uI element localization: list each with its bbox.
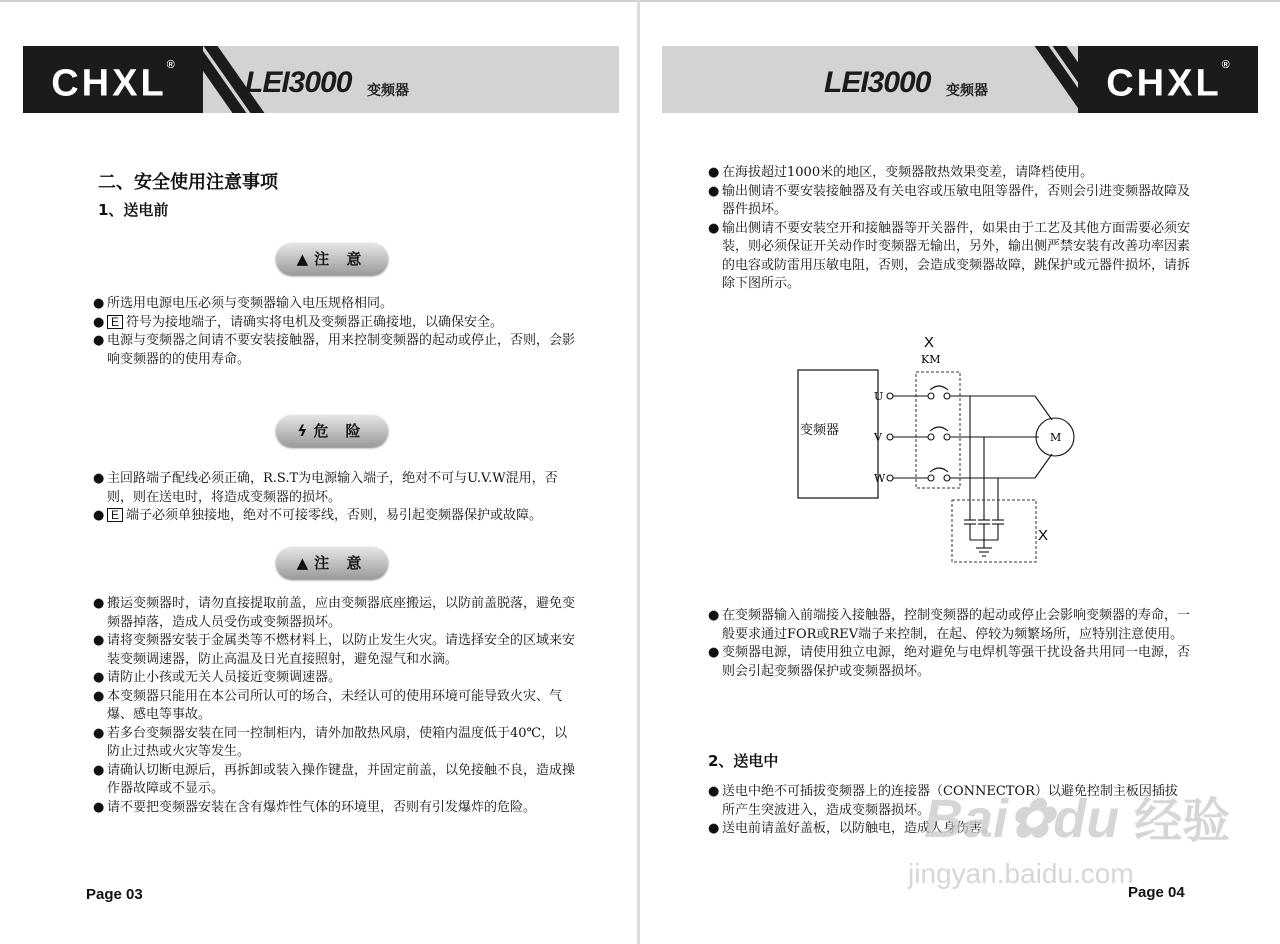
list-item: ● 搬运变频器时，请勿直接提取前盖，应由变频器底座搬运，以防前盖脱落，避免变频器掉落，造成人员受伤或变频器损坏。: [93, 596, 576, 630]
section-title: 二、安全使用注意事项: [98, 172, 278, 193]
list-item: ● 送电前请盖好盖板，以防触电，造成人身伤害。: [708, 821, 996, 836]
earth-symbol: E: [107, 508, 123, 522]
warning-icon: ▲: [296, 250, 309, 268]
wiring-diagram: [790, 330, 1090, 570]
danger-list: [93, 470, 575, 526]
list-item: ● 若多台变频器安装在同一控制柜内，请外加散热风扇，使箱内温度低于40℃，以防止过热或火灾等发生。: [93, 725, 568, 759]
list-item: ● 请将变频器安装于金属类等不燃材料上，以防止发生火灾。请选择安全的区域来安装变频调速器，防止高温及日光直接照射，避免湿气和水滴。: [93, 633, 576, 667]
terminal-v: V: [874, 431, 882, 444]
list-item: ● 请防止小孩或无关人员接近变频调速器。: [93, 670, 342, 685]
header-band: [662, 46, 1258, 113]
cross-mark: X: [924, 334, 935, 351]
model-subtitle: 变频器: [367, 83, 409, 99]
list-item: ● 输出侧请不要安装接触器及有关电容或压敏电阻等器件，否则会引进变频器故障及器件损坏。: [708, 183, 1191, 217]
list-item: ● 所选用电源电压必须与变频器输入电压规格相同。: [93, 296, 394, 311]
list-item: ● 在海拔超过1000米的地区，变频器散热效果变差，请降档使用。: [708, 165, 1094, 180]
right-page: [640, 0, 1260, 944]
list-item: ● 变频器电源，请使用独立电源，绝对避免与电焊机等强干扰设备共用同一电源，否则会引起变频器保护或变频器损坏。: [708, 645, 1191, 679]
paw-icon: ✿: [1008, 789, 1054, 849]
list-item: ● 在变频器输入前端接入接触器，控制变频器的起动或停止会影响变频器的寿命，一般要求通过FOR或REV端子来控制，在起、停较为频繁场所，应特别注意使用。: [708, 608, 1191, 642]
notice-badge: ▲ 注 意: [276, 243, 388, 275]
notice-badge-2: ▲ 注 意: [276, 547, 388, 579]
list-item: ● 输出侧请不要安装空开和接触器等开关器件，如果由于工艺及其他方面需要必须安装，则必须保证开关动作时变频器无输出，另外，输出侧严禁安装有改善功率因素的电容或防雷用压敏电阻，否则，会造成变频器故障，跳保护或元器件损坏，请拆除下图所示。: [708, 220, 1191, 291]
list-item: ● E 符号为接地端子，请确实将电机及变频器正确接地，以确保安全。: [93, 314, 504, 330]
page-number: Page 04: [1128, 884, 1185, 901]
page-number: Page 03: [86, 886, 143, 903]
list-item: ● 电源与变频器之间请不要安装接触器，用来控制变频器的起动或停止，否则，会影响变频器的的使用寿命。: [93, 333, 576, 367]
list-item: ● 请不要把变频器安装在含有爆炸性气体的环境里，否则有引发爆炸的危险。: [93, 799, 537, 815]
list-item: ● 主回路端子配线必须正确，R.S.T为电源输入端子，绝对不可与U.V.W混用，否则，则在送电时，将造成变频器的损坏。: [93, 471, 558, 505]
contactor-box: [916, 372, 960, 488]
phase-lines: [887, 386, 1074, 520]
sub-title: 2、送电中: [708, 752, 779, 770]
notice-list: [93, 295, 585, 369]
model-name: LEI3000: [824, 66, 931, 99]
header-band: [23, 46, 619, 113]
list-item: ● E 端子必须单独接地，绝对不可接零线，否则，易引起变频器保护或故障。: [93, 508, 543, 523]
capacitors: [964, 520, 1004, 556]
list-item: ● 送电中绝不可插拔变频器上的连接器（CONNECTOR）以避免控制主板因插拔所产生突波进入，造成变频器损坏。: [708, 784, 1178, 818]
model-subtitle: 变频器: [946, 83, 988, 99]
watermark-url: jingyan.baidu.com: [908, 858, 1134, 889]
km-label: KM: [921, 353, 941, 366]
cross-mark: X: [1038, 527, 1049, 544]
lightning-icon: ϟ: [297, 422, 308, 440]
danger-badge: ϟ 危 险: [276, 415, 388, 447]
output-list: [708, 164, 1190, 294]
brand-logo: CHXL®: [1078, 46, 1258, 113]
left-page: [0, 0, 620, 944]
watermark-logo: Bai✿du 经验: [924, 789, 1231, 849]
capacitor-box: [952, 500, 1036, 562]
terminal-u: U: [874, 390, 884, 403]
list-item: ● 本变频器只能用在本公司所认可的场合，未经认可的使用环境可能导致火灾、气爆、感电等事故。: [93, 688, 563, 722]
input-list: [708, 607, 1190, 681]
handling-list: [93, 595, 579, 817]
terminal-w: W: [874, 472, 886, 485]
sub-title: 1、送电前: [98, 201, 169, 219]
model-name: LEI3000: [245, 66, 352, 99]
inverter-label: 变频器: [800, 423, 840, 438]
list-item: ● 请确认切断电源后，再拆卸或装入操作键盘，并固定前盖，以免接触不良，造成操作器故障或不显示。: [93, 762, 576, 796]
earth-symbol: E: [107, 315, 123, 329]
brand-logo: CHXL®: [23, 46, 203, 113]
warning-icon: ▲: [296, 554, 309, 572]
motor-label: M: [1050, 431, 1062, 444]
